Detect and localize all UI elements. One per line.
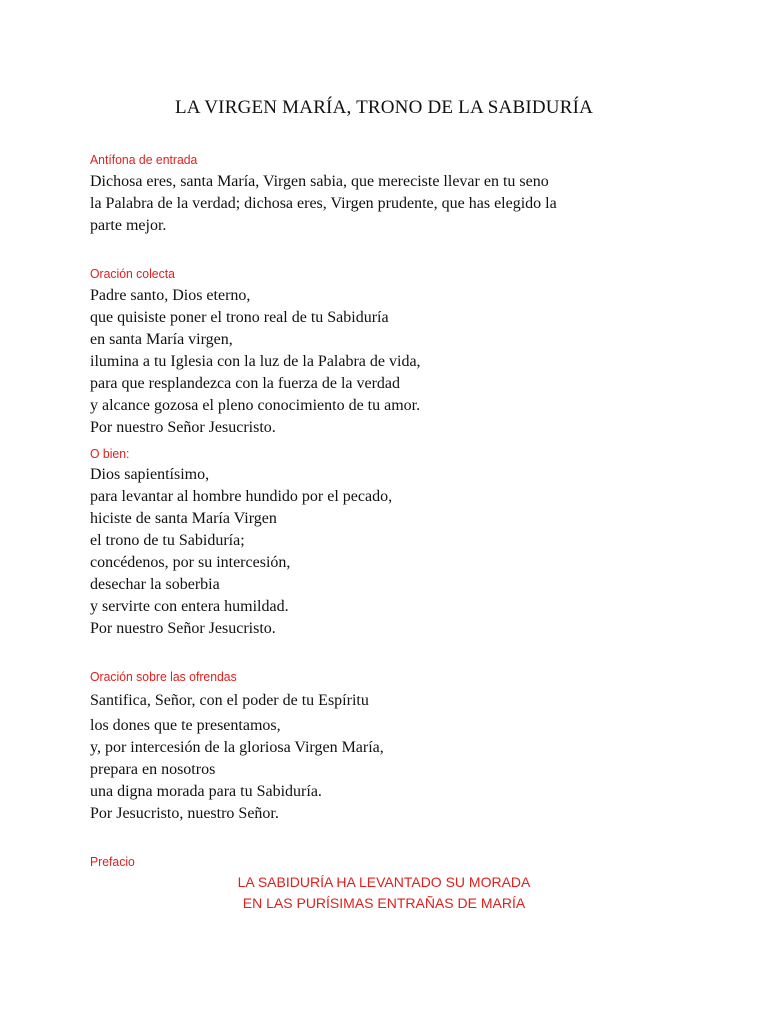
- text-line: Por Jesucristo, nuestro Señor.: [90, 805, 279, 822]
- text-line: Por nuestro Señor Jesucristo.: [90, 419, 276, 436]
- page-title: LA VIRGEN MARÍA, TRONO DE LA SABIDURÍA: [174, 97, 594, 118]
- text-line: Dios sapientísimo,: [90, 466, 210, 483]
- antifona-text: [90, 171, 690, 237]
- text-line: y alcance gozosa el pleno conocimiento de tu amor.: [90, 397, 421, 414]
- section-label-o-bien: O bien:: [90, 446, 130, 461]
- text-line: los dones que te presentamos,: [90, 717, 281, 734]
- text-line: Santifica, Señor, con el poder de tu Espíritu: [90, 692, 369, 709]
- text-line: el trono de tu Sabiduría;: [90, 532, 245, 549]
- text-line: y servirte con entera humildad.: [90, 598, 289, 615]
- colecta-text: [90, 285, 690, 439]
- text-line: Dichosa eres, santa María, Virgen sabia, que mereciste llevar en tu seno: [90, 173, 549, 190]
- section-label-colecta: Oración colecta: [90, 266, 175, 281]
- text-line: para que resplandezca con la fuerza de la verdad: [90, 375, 401, 392]
- prefacio-heading-line: LA SABIDURÍA HA LEVANTADO SU MORADA: [237, 874, 531, 890]
- text-line: parte mejor.: [90, 217, 167, 234]
- section-label-ofrendas: Oración sobre las ofrendas: [90, 669, 237, 684]
- text-line: concédenos, por su intercesión,: [90, 554, 291, 571]
- o-bien-text: [90, 464, 690, 640]
- text-line: la Palabra de la verdad; dichosa eres, Virgen prudente, que has elegido la: [90, 195, 557, 212]
- text-line: hiciste de santa María Virgen: [90, 510, 277, 527]
- ofrendas-text: [90, 690, 690, 825]
- text-line: en santa María virgen,: [90, 331, 233, 348]
- text-line: prepara en nosotros: [90, 761, 216, 778]
- section-label-antifona: Antífona de entrada: [90, 152, 198, 167]
- prefacio-heading-line: EN LAS PURÍSIMAS ENTRAÑAS DE MARÍA: [242, 895, 526, 911]
- text-line: para levantar al hombre hundido por el pecado,: [90, 488, 393, 505]
- text-line: Por nuestro Señor Jesucristo.: [90, 620, 276, 637]
- text-line: y, por intercesión de la gloriosa Virgen María,: [90, 739, 384, 756]
- text-line: Padre santo, Dios eterno,: [90, 287, 251, 304]
- text-line: ilumina a tu Iglesia con la luz de la Palabra de vida,: [90, 353, 421, 370]
- section-label-prefacio: Prefacio: [90, 854, 135, 869]
- text-line: una digna morada para tu Sabiduría.: [90, 783, 322, 800]
- text-line: que quisiste poner el trono real de tu Sabiduría: [90, 309, 389, 326]
- text-line: desechar la soberbia: [90, 576, 220, 593]
